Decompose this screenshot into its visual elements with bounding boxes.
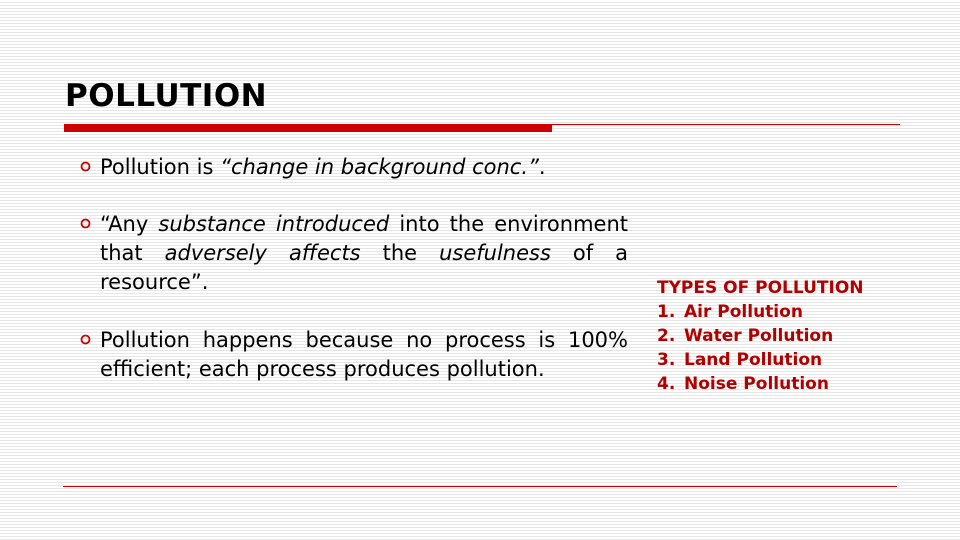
bullet-text-part: of a resource”. [100, 241, 628, 294]
bullet-text-part: . [538, 155, 546, 179]
bullet-item [80, 326, 628, 384]
title-underline-line [552, 124, 900, 125]
bullet-text-part [267, 241, 289, 265]
bottom-divider [63, 486, 897, 487]
bullet-text-part [266, 212, 276, 236]
title-underline-bar [64, 124, 552, 132]
types-list-label: Noise Pollution [684, 374, 829, 394]
types-of-pollution-box [657, 276, 864, 396]
bullet-text-part: Pollution happens because no process is 100% efficient; each process produces pollution. [100, 328, 628, 381]
types-list-item [657, 372, 864, 396]
bullet-text-emphasis: adversely [164, 241, 267, 265]
types-list-label: Land Pollution [684, 350, 823, 370]
types-list-item [657, 324, 864, 348]
bullet-text-emphasis: introduced [275, 212, 390, 236]
types-list-number: 4. [657, 374, 676, 394]
bullet-text-emphasis: substance [158, 212, 266, 236]
bullet-text-part: into the environment that [100, 212, 628, 265]
bullet-text-emphasis: “change in background conc.” [220, 155, 539, 179]
types-list-number: 1. [657, 302, 676, 322]
types-list-number: 2. [657, 326, 676, 346]
hollow-circle-bullet-icon [80, 161, 91, 172]
bullet-text [100, 210, 628, 297]
slide-title: POLLUTION [65, 78, 268, 114]
bullet-text-emphasis: affects [288, 241, 361, 265]
types-list-item [657, 348, 864, 372]
bullet-text [100, 153, 628, 182]
bullet-item [80, 153, 628, 182]
types-heading: TYPES OF POLLUTION [657, 278, 864, 298]
types-list-label: Water Pollution [684, 326, 834, 346]
types-list-item [657, 300, 864, 324]
bullet-text [100, 326, 628, 384]
types-list-number: 3. [657, 350, 676, 370]
bullet-text-part: the [360, 241, 440, 265]
hollow-circle-bullet-icon [80, 218, 91, 229]
hollow-circle-bullet-icon [80, 334, 91, 345]
types-list-label: Air Pollution [684, 302, 803, 322]
bullet-item [80, 210, 628, 297]
bullet-text-emphasis: usefulness [439, 241, 551, 265]
bullet-text-part: Pollution is [100, 155, 221, 179]
bullet-text-part: “Any [100, 212, 159, 236]
